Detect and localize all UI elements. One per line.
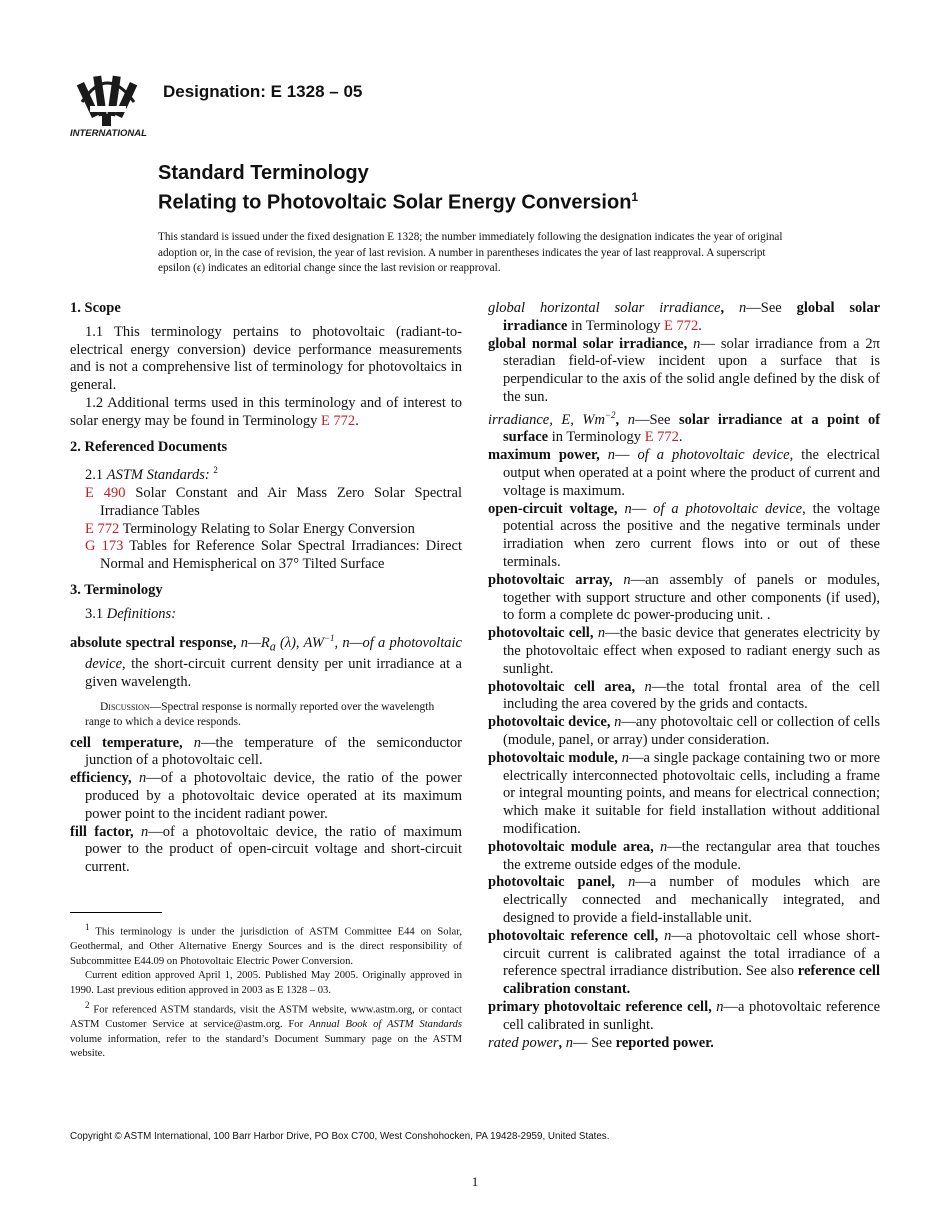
logo-brand-text: INTERNATIONAL [70, 128, 147, 139]
def-photovoltaic-module-area: photovoltaic module area, n—the rectangular area that touches the extreme outside edges of the module. [488, 838, 880, 873]
astm-standards-label: 2.1 ASTM Standards: $^2$ [85, 465, 218, 484]
def-photovoltaic-reference-cell: photovoltaic reference cell, n—a photovoltaic cell whose short-circuit current is calibrated against the total irradiance of a reference spectral irradiance distribution. See also reference cell calibration constant. [488, 927, 880, 998]
title-footnote-mark: 1 [631, 190, 639, 204]
def-photovoltaic-panel: photovoltaic panel, n—a number of modules which are electrically connected and mechanically integrated, and designed to provide a field-installable unit. [488, 874, 881, 926]
link-e772-ref[interactable]: E 772 [85, 520, 120, 537]
def-efficiency: efficiency, n—of a photovoltaic device, the ratio of the power produced by a photovoltaic device operated at its maximum power point to the incident radiant power. [70, 770, 463, 822]
terminology-heading: 3. Terminology [70, 581, 163, 598]
def-photovoltaic-array: photovoltaic array, n—an assembly of panels or modules, together with support structure and other components (if used), to form a complete dc power-producing unit. . [488, 571, 880, 624]
ref-g173: G 173 Tables for Reference Solar Spectral Irradiances: Direct Normal and Hemispherical on 37° Tilted Surface [85, 538, 462, 573]
discussion-note: Discussion—Spectral response is normally reported over the wavelength range to which a device responds. [85, 700, 435, 729]
def-primary-photovoltaic-reference-cell: primary photovoltaic reference cell, n—a photovoltaic reference cell calibrated in sunlight. [488, 998, 881, 1033]
left-column [70, 300, 462, 877]
def-global-normal-solar-irradiance: global normal solar irradiance, n— solar irradiance from a 2π steradian field-of-view incident upon a surface that is perpendicular to the axis of the solid angle defined by the disk of the sun. [488, 335, 880, 405]
link-e772-ghsi[interactable]: E 772 [664, 317, 699, 334]
link-e772-irr[interactable]: E 772 [644, 429, 679, 446]
footnote-1b: Current edition approved April 1, 2005. Published May 2005. Originally approved in 1990. Last previous edition approved in 2003 as E 1328 – 03. [70, 970, 462, 996]
referenced-heading: 2. Referenced Documents [70, 438, 228, 455]
def-photovoltaic-module: photovoltaic module, n—a single package containing two or more electrically interconnected photovoltaic cells, including a frame or integral mounting points, and means for electrical connection; which make it suitable for field installation without additional modification. [488, 749, 880, 837]
astm-logo [68, 70, 152, 140]
def-open-circuit-voltage: open-circuit voltage, n— of a photovoltaic device, the voltage potential across the positive and the negative terminals under irradiation when zero current flows into or out of these terminals. [488, 500, 880, 570]
def-absolute-spectral-response: absolute spectral response, $n—R_a$ (λ), $AW^{-1}$, n—of a photovoltaic device, the short-circuit current density per unit irradiance at a given wavelength. [70, 632, 462, 690]
scope-p2: 1.2 Additional terms used in this terminology and of interest to solar energy may be found in Terminology E 772. [70, 394, 462, 429]
def-maximum-power: maximum power, n— of a photovoltaic device, the electrical output when operated at a point where the product of current and voltage is maximum. [488, 447, 881, 499]
designation: Designation: E 1328 – 05 [163, 82, 363, 101]
footnote-2: $^2$ For referenced ASTM standards, visit the ASTM website, www.astm.org, or contact ASTM Customer Service at service@astm.org. For Annual Book of ASTM Standards volume information, refer to the standard’s Document Summary page on the ASTM website. [70, 1000, 462, 1060]
ref-e772: E 772 Terminology Relating to Solar Energy Conversion [85, 520, 415, 537]
def-photovoltaic-device: photovoltaic device, n—any photovoltaic cell or collection of cells (module, panel, or array) under consideration. [488, 714, 880, 748]
issuance-notice: This standard is issued under the fixed designation E 1328; the number immediately following the designation indicates the year of original adoption or, in the case of revision, the year of last revision. A number in parentheses indicates the year of last reapproval. A superscript epsilon (ϵ) indicates an editorial change since the last revision or reapproval. [158, 231, 783, 274]
scope-p1: 1.1 This terminology pertains to photovoltaic (radiant-to-electrical energy conversion) device performance measurements and is not a comprehensive list of terminology for photovoltaics in general. [70, 323, 462, 394]
link-g173[interactable]: G 173 [85, 538, 124, 555]
right-column [488, 300, 880, 1052]
copyright-notice: Copyright © ASTM International, 100 Barr Harbor Drive, PO Box C700, West Conshohocken, PA 19428-2959, United States. [70, 1131, 610, 1142]
page-title [158, 161, 638, 215]
def-photovoltaic-cell-area: photovoltaic cell area, n—the total frontal area of the cell including the area covered by the grids and contacts. [488, 678, 880, 713]
link-e490[interactable]: E 490 [85, 485, 126, 501]
title-line-1: Standard Terminology [158, 162, 369, 184]
footnote-1: $^1$ This terminology is under the jurisdiction of ASTM Committee E44 on Solar, Geothermal, and Other Alternative Energy Sources and is the direct responsibility of Subcommittee E44.09 on Photovoltaic Electric Power Conversion. [70, 922, 462, 967]
title-line-2: Relating to Photovoltaic Solar Energy Conversion$^1$ [158, 190, 639, 214]
footnote-divider [70, 912, 162, 913]
def-irradiance: irradiance, E, $Wm^{-2}$, n—See solar irradiance at a point of surface in Terminology E 772. [488, 409, 881, 446]
definitions-label: 3.1 Definitions: [85, 605, 177, 622]
def-global-horizontal-solar-irradiance: global horizontal solar irradiance, n—See global solar irradiance in Terminology E 772. [488, 300, 881, 334]
page-number: 1 [471, 1174, 479, 1189]
def-cell-temperature: cell temperature, n—the temperature of the semiconductor junction of a photovoltaic cell. [70, 734, 463, 769]
footnotes [70, 920, 462, 1062]
astm-logo-icon [68, 70, 152, 140]
def-photovoltaic-cell: photovoltaic cell, n—the basic device that generates electricity by the photovoltaic effect when exposed to radiant energy such as sunlight. [488, 625, 881, 677]
def-rated-power: rated power, n— See reported power. [488, 1034, 714, 1051]
link-e772[interactable]: E 772 [320, 412, 356, 429]
def-fill-factor: fill factor, n—of a photovoltaic device, the ratio of maximum power to the product of open-circuit voltage and short-circuit current. [70, 823, 462, 876]
ref-e490: E 490 Solar Constant and Air Mass Zero Solar Spectral Irradiance Tables [85, 485, 463, 519]
scope-heading: 1. Scope [70, 300, 121, 316]
